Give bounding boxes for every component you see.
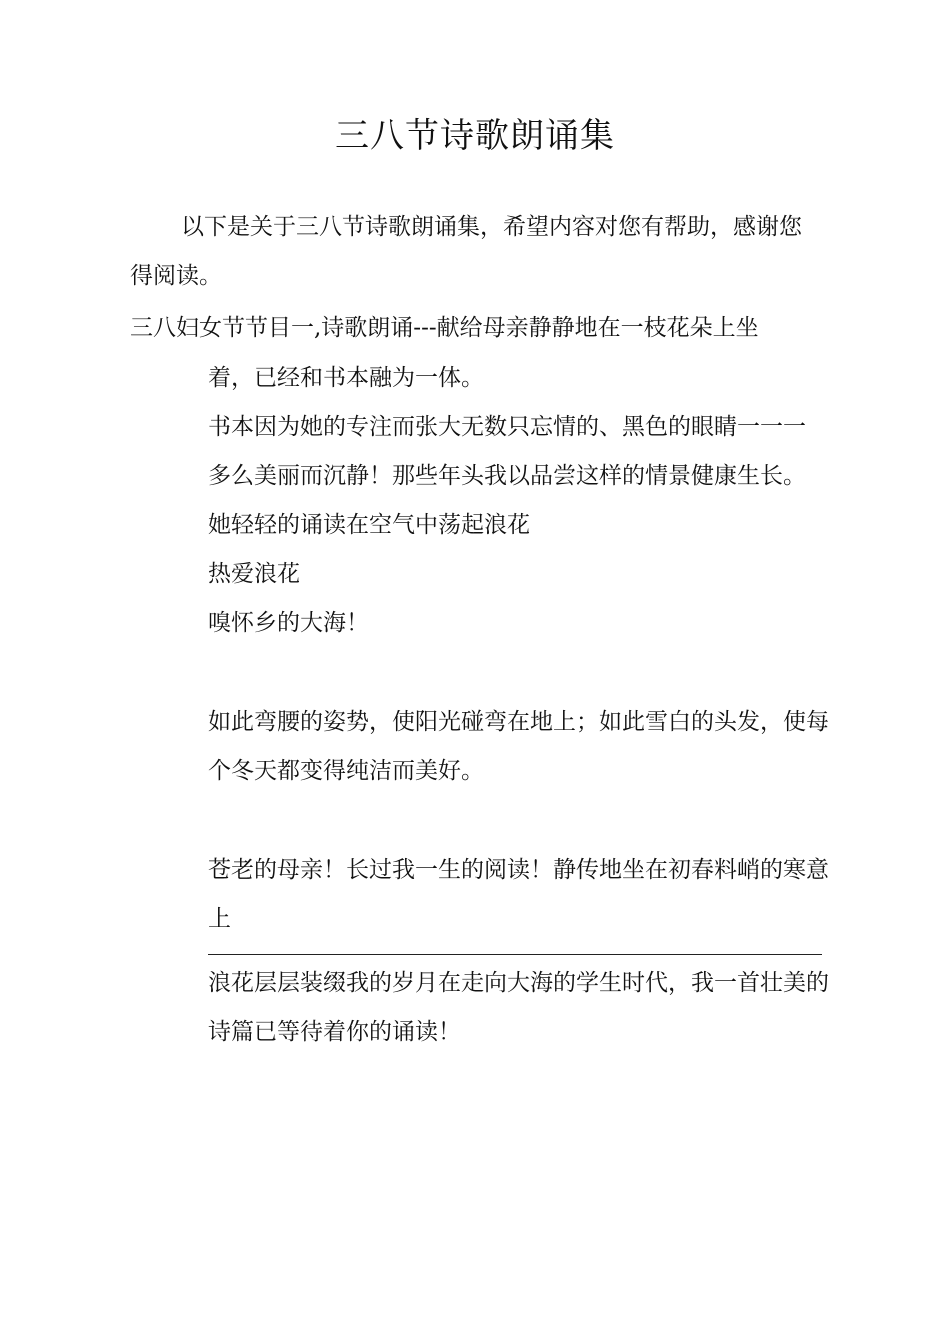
poem-line: 着，已经和书本融为一体。: [208, 365, 484, 391]
poem-stanza-4: 浪花层层装缀我的岁月在走向大海的学生时代，我一首壮美的诗篇已等待着你的诵读！: [208, 970, 829, 1045]
document-title: 三八节诗歌朗诵集: [335, 116, 615, 156]
poem-line: 她轻轻的诵读在空气中荡起浪花: [208, 512, 530, 538]
stanza-gap: [208, 648, 838, 698]
poem-stanza-2: 如此弯腰的姿势，使阳光碰弯在地上；如此雪白的头发，使每个冬天都变得纯洁而美好。: [208, 709, 829, 784]
intro-paragraph: 以下是关于三八节诗歌朗诵集，希望内容对您有帮助，感谢您得阅读。: [130, 214, 802, 289]
stanza-gap: [208, 796, 838, 846]
program-line: 三八妇女节节目一,诗歌朗诵---献给母亲静静地在一枝花朵上坐: [130, 315, 759, 341]
horizontal-rule: [208, 954, 822, 955]
poem-line: 多么美丽而沉静！那些年头我以品尝这样的情景健康生长。: [208, 463, 806, 489]
poem-line: 嗅怀乡的大海！: [208, 610, 369, 636]
poem-line: 热爱浪花: [208, 561, 300, 587]
poem-line: 书本因为她的专注而张大无数只忘情的、黑色的眼睛一一一: [208, 414, 806, 440]
poem-stanza-3: 苍老的母亲！长过我一生的阅读！静传地坐在初春料峭的寒意上: [208, 857, 829, 932]
poem-body: [208, 354, 838, 1057]
